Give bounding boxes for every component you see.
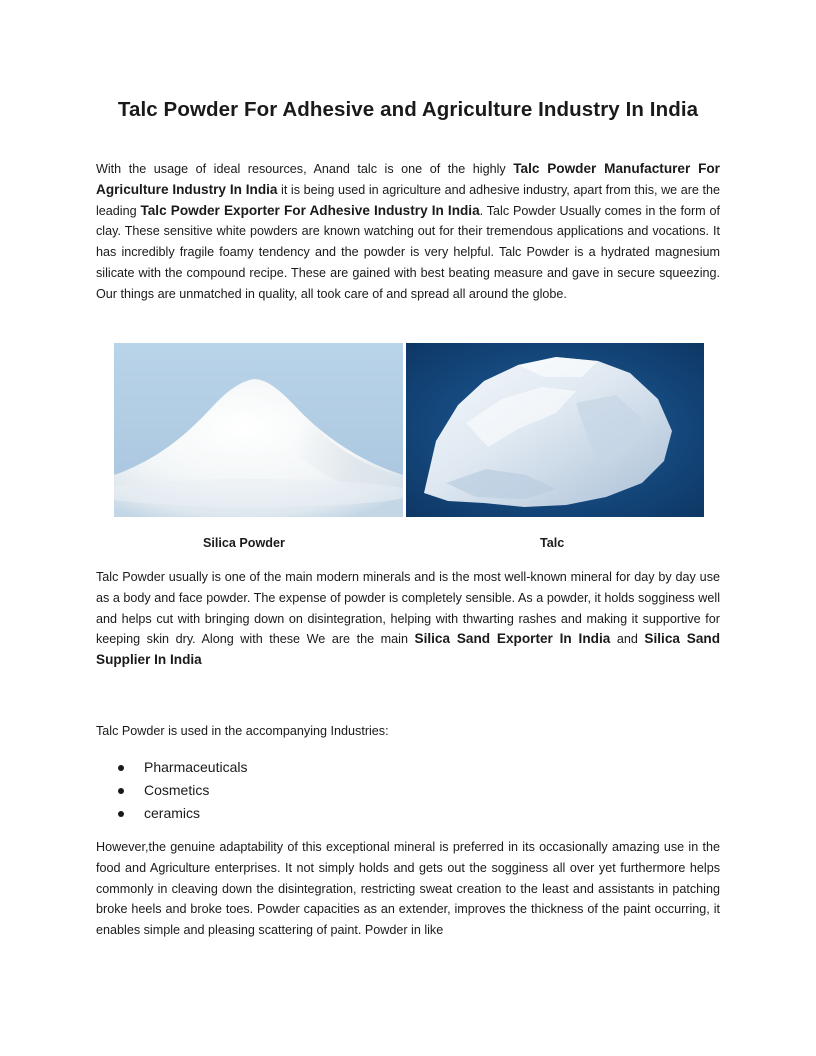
intro-paragraph	[96, 159, 720, 305]
industries-intro: Talc Powder is used in the accompanying Industries:	[96, 724, 389, 738]
industries-list	[118, 756, 248, 825]
talc-caption: Talc	[540, 536, 565, 550]
intro-text-1: With the usage of ideal resources, Anand talc is one of the highly	[96, 162, 514, 176]
list-item-label: Cosmetics	[144, 782, 210, 798]
list-item-label: Pharmaceuticals	[144, 759, 248, 775]
list-item-label: ceramics	[144, 805, 201, 821]
usage-bold-1: Silica Sand Exporter In India	[414, 631, 611, 647]
intro-text-2: it is being used in agriculture and adhesive industry, apart from this, we are the leading	[96, 182, 721, 218]
intro-bold-1: Talc Powder Manufacturer For Agriculture Industry In India	[96, 161, 720, 197]
usage-text-1: Talc Powder usually is one of the main modern minerals and is the most well-known mineral for day by day use as a body and face powder. The expense of powder is completely sensible. As a powder, it holds sogginess well and helps cut with bringing down on disintegration, helping with thwarting rashes and making it supportive for keeping skin dry. Along with these We are the main	[96, 570, 720, 647]
silica-caption: Silica Powder	[203, 536, 285, 550]
intro-text-3: . Talc Powder Usually comes in the form of clay. These sensitive white powders are known watching out for their tremendous applications and vocations. It has incredibly fragile foamy tendency and the powder is very helpful. Talc Powder is a hydrated magnesium silicate with the compound recipe. These are gained with best beating measure and gave in secure squeezing. Our things are unmatched in quality, all took care of and spread all around the globe.	[96, 203, 721, 301]
list-item	[118, 802, 248, 825]
talc-rock-image	[406, 343, 704, 517]
adaptability-paragraph: However,the genuine adaptability of this exceptional mineral is preferred in its occasionally amazing use in the food and Agriculture enterprises. It not simply holds and gets out the sogginess all over yet furthermore helps commonly in cleaving down the disintegration, restricting sweat creation to the least and assistants in patching broke heels and broke toes. Powder capacities as an extender, improves the thickness of the paint occurring, it enables simple and pleasing scattering of paint. Powder in like	[96, 840, 720, 938]
talc-usage-paragraph	[96, 567, 720, 671]
silica-powder-image	[114, 343, 403, 517]
bullet-icon	[118, 765, 124, 771]
bullet-icon	[118, 788, 124, 794]
list-item	[118, 756, 248, 779]
list-item	[118, 779, 248, 802]
usage-text-2: and	[610, 632, 645, 647]
bullet-icon	[118, 811, 124, 817]
page-title: Talc Powder For Adhesive and Agriculture Industry In India	[117, 98, 699, 121]
intro-bold-2: Talc Powder Exporter For Adhesive Industry In India	[140, 202, 480, 218]
usage-bold-2: Silica Sand Supplier In India	[96, 631, 721, 668]
